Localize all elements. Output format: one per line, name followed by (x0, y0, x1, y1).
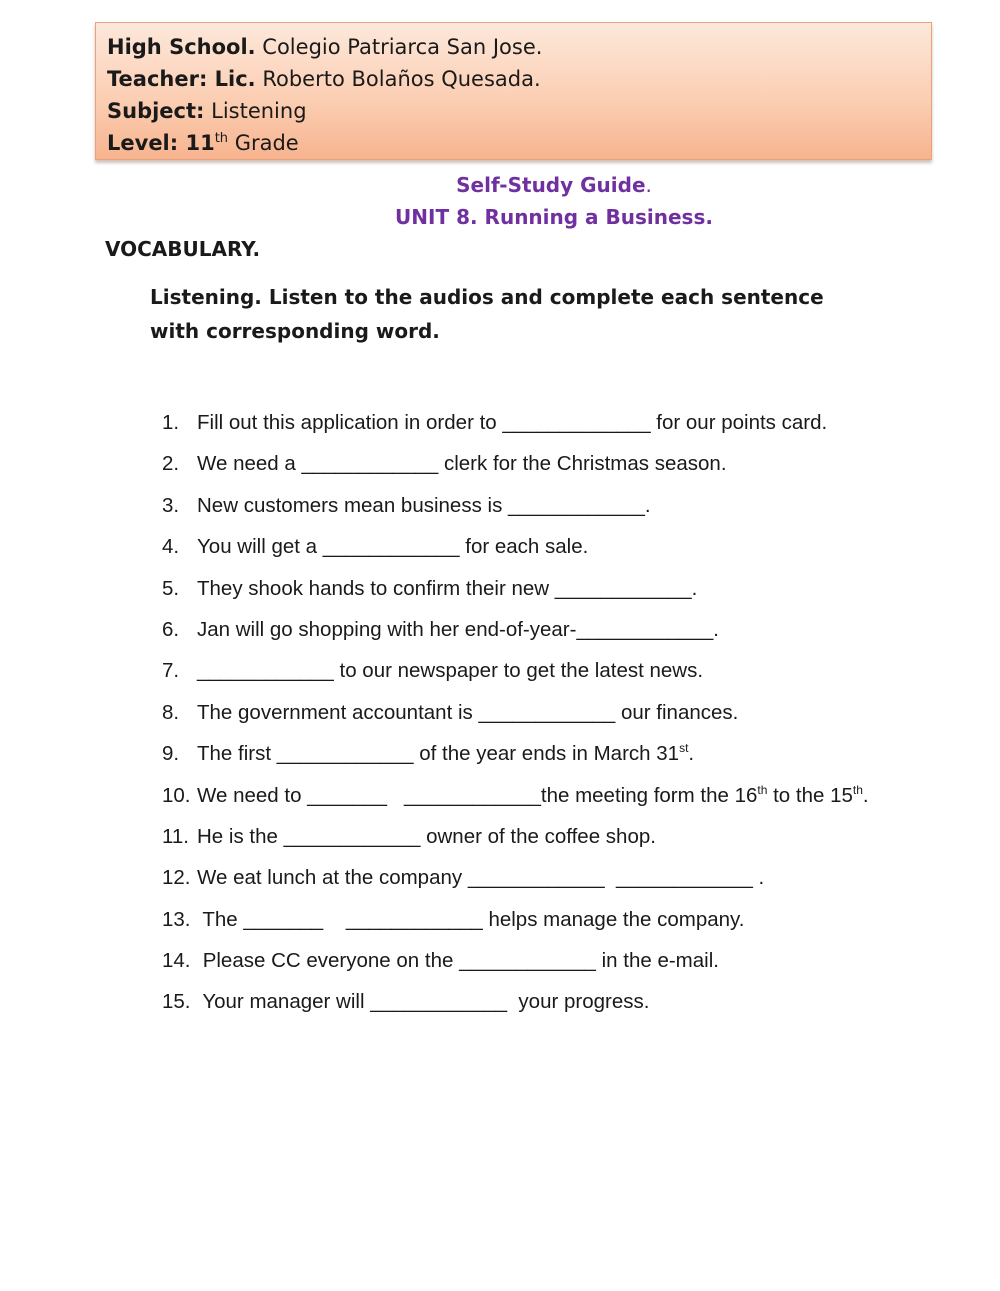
exercise-item (162, 650, 869, 691)
exercise-list (162, 402, 869, 1023)
exercise-number: 11. (162, 824, 189, 848)
exercise-item (162, 981, 869, 1022)
exercise-item (162, 899, 869, 940)
exercise-sentence-end: . (688, 742, 695, 766)
exercise-superscript: th (757, 782, 768, 797)
teacher-line (107, 63, 931, 95)
exercise-item (162, 940, 869, 981)
teacher-value: Roberto Bolaños Quesada. (255, 67, 541, 91)
instructions-text: Listening. Listen to the audios and complete each sentence with corresponding word. (150, 285, 824, 343)
guide-title (0, 170, 1000, 200)
exercise-sentence: The first ____________ of the year ends in March 31 (197, 742, 680, 766)
school-line (107, 31, 931, 63)
exercise-item (162, 443, 869, 484)
exercise-sentence-end: . (862, 783, 869, 807)
exercise-number: 4. (162, 535, 180, 559)
exercise-number: 14. (162, 949, 191, 973)
exercise-sentence: We eat lunch at the company ____________ ____________ . (197, 866, 765, 890)
exercise-item (162, 526, 869, 567)
exercise-item (162, 816, 869, 857)
exercise-item (162, 609, 869, 650)
vocabulary-heading: VOCABULARY. (105, 237, 261, 261)
level-superscript: th (214, 131, 229, 146)
exercise-number: 9. (162, 742, 180, 766)
teacher-label: Teacher: Lic. (107, 67, 256, 91)
guide-title-dot: . (645, 173, 652, 197)
exercise-superscript-2: th (852, 782, 863, 797)
level-label: Level: 11 (107, 131, 215, 155)
exercise-sentence: Jan will go shopping with her end-of-year-____________. (197, 617, 719, 641)
exercise-number: 1. (162, 411, 180, 434)
exercise-sentence: The government accountant is ____________ our finances. (197, 700, 739, 724)
exercise-sentence: Your manager will ____________ your progress. (197, 990, 650, 1014)
exercise-sentence: Please CC everyone on the ____________ in the e-mail. (197, 949, 719, 973)
exercise-sentence: New customers mean business is ____________. (197, 493, 651, 517)
exercise-sentence: Fill out this application in order to _____________ for our points card. (197, 411, 828, 434)
exercise-number: 10. (162, 783, 191, 807)
exercise-item (162, 692, 869, 733)
exercise-number: 8. (162, 700, 180, 724)
exercise-item (162, 402, 869, 443)
exercise-number: 12. (162, 866, 191, 890)
exercise-sentence: You will get a ____________ for each sale. (197, 535, 589, 559)
exercise-item (162, 485, 869, 526)
level-value: Grade (228, 131, 299, 155)
exercise-item (162, 857, 869, 898)
exercise-number: 5. (162, 576, 180, 600)
exercise-sentence: The _______ ____________ helps manage the company. (197, 907, 745, 931)
guide-title-text: Self-Study Guide (456, 173, 646, 197)
exercise-number: 2. (162, 452, 180, 476)
exercise-item (162, 733, 869, 774)
exercise-sentence: We need to _______ ____________the meeting form the 16 (197, 783, 758, 807)
exercise-sentence: They shook hands to confirm their new ____________. (197, 576, 698, 600)
exercise-number: 6. (162, 617, 180, 641)
unit-title: UNIT 8. Running a Business. (395, 205, 713, 229)
header-info-box (95, 22, 932, 160)
school-value: Colegio Patriarca San Jose. (255, 35, 543, 59)
school-label: High School. (107, 35, 256, 59)
exercise-item (162, 568, 869, 609)
exercise-sentence: We need a ____________ clerk for the Christmas season. (197, 452, 727, 476)
exercise-superscript: st (679, 741, 689, 756)
exercise-number: 15. (162, 990, 191, 1014)
subject-value: Listening (204, 99, 307, 123)
exercise-number: 3. (162, 493, 180, 517)
exercise-number: 7. (162, 659, 180, 683)
exercise-item (162, 775, 869, 816)
subject-line (107, 95, 931, 127)
exercise-sentence: He is the ____________ owner of the coffee shop. (197, 824, 656, 848)
exercise-sentence: ____________ to our newspaper to get the latest news. (197, 659, 704, 683)
subject-label: Subject: (107, 99, 205, 123)
exercise-number: 13. (162, 907, 191, 931)
exercise-sentence-middle: to the 15 (767, 783, 853, 807)
level-line (107, 127, 931, 159)
